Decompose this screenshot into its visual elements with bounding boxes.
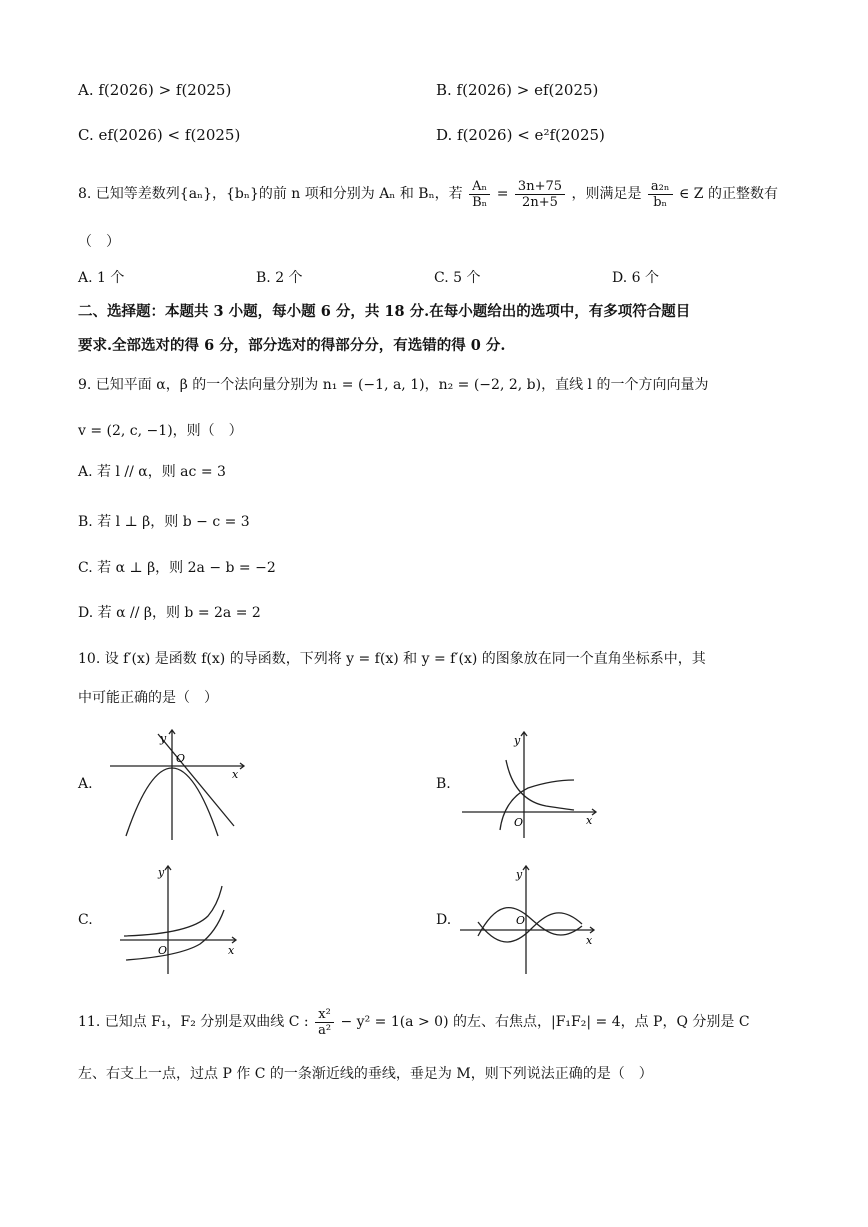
q9-option-c: C. 若 α ⊥ β，则 2a − b = −2	[78, 560, 276, 576]
q8-frac2-num: 3n+75	[515, 179, 565, 195]
q10-graph-c-label: C.	[78, 912, 93, 928]
q7-option-a: A. f(2026) > f(2025)	[78, 81, 232, 99]
q11-frac-num: x²	[315, 1007, 334, 1023]
q11-stem-part-a: 11. 已知点 F₁，F₂ 分别是双曲线 C :	[78, 1014, 309, 1030]
q8-frac1-num: Aₙ	[469, 179, 490, 195]
q10-graph-a	[110, 728, 250, 840]
q9-stem-line2: v = (2, c, −1)，则（ ）	[78, 423, 243, 439]
graph-d-x-label: x	[586, 934, 593, 947]
q8-stem	[78, 170, 778, 218]
q11-frac-den: a²	[318, 1022, 332, 1038]
graph-d-sine-curve	[478, 908, 582, 936]
q10-graph-a-label: A.	[78, 776, 93, 792]
q8-fraction-n	[515, 179, 565, 210]
graph-b-y-label: y	[514, 734, 521, 747]
q8-stem-part-c: ∈ Z 的正整数有	[678, 186, 778, 202]
q11-stem-line1	[78, 998, 750, 1046]
q8-option-d: D. 6 个	[612, 270, 659, 286]
graph-a-x-label: x	[232, 768, 239, 781]
graph-c-y-label: y	[158, 866, 165, 879]
section2-line1: 二、选择题：本题共 3 小题，每小题 6 分，共 18 分.在每小题给出的选项中，有多项符合题目	[78, 303, 691, 320]
q7-option-c: C. ef(2026) < f(2025)	[78, 126, 241, 144]
graph-c-upper-curve	[124, 886, 222, 936]
q10-stem-line1: 10. 设 f′(x) 是函数 f(x) 的导函数，下列将 y = f(x) 和 y = f′(x) 的图象放在同一个直角坐标系中，其	[78, 651, 706, 667]
q8-option-c: C. 5 个	[434, 270, 481, 286]
section2-line2: 要求.全部选对的得 6 分，部分选对的得部分分，有选错的得 0 分.	[78, 337, 506, 354]
q8-frac3-den: bₙ	[653, 194, 668, 210]
q10-graph-d-label: D.	[436, 912, 452, 928]
q10-graph-d	[460, 864, 600, 976]
q11-fraction	[315, 1007, 334, 1038]
q8-fraction-ratio	[648, 179, 673, 210]
graph-d-origin-label: O	[516, 914, 526, 927]
q8-equals: =	[496, 186, 509, 202]
q8-stem-part-a: 8. 已知等差数列{aₙ}，{bₙ}的前 n 项和分别为 Aₙ 和 Bₙ，若	[78, 186, 463, 202]
q9-option-a: A. 若 l // α，则 ac = 3	[78, 464, 226, 480]
graph-b-log-curve	[500, 780, 574, 830]
q8-stem-part-b: ，则满足是	[571, 186, 642, 202]
q11-stem-line2: 左、右支上一点，过点 P 作 C 的一条渐近线的垂线，垂足为 M，则下列说法正确的是（ ）	[78, 1066, 653, 1082]
q8-answer-paren: （ ）	[78, 234, 120, 250]
q8-frac1-den: Bₙ	[472, 194, 488, 210]
q8-option-a: A. 1 个	[78, 270, 125, 286]
q8-frac2-den: 2n+5	[522, 194, 558, 210]
q10-stem-line2: 中可能正确的是（ ）	[78, 690, 218, 706]
graph-d-y-label: y	[516, 868, 523, 881]
graph-a-line	[158, 734, 234, 826]
graph-a-origin-label: O	[176, 752, 186, 765]
graph-b-origin-label: O	[514, 816, 524, 829]
q7-option-d: D. f(2026) < e²f(2025)	[436, 126, 605, 144]
q9-stem-line1: 9. 已知平面 α，β 的一个法向量分别为 n₁ = (−1, a, 1)，n₂ = (−2, 2, b)，直线 l 的一个方向向量为	[78, 377, 709, 393]
q7-option-b: B. f(2026) > ef(2025)	[436, 81, 599, 99]
graph-a-y-label: y	[160, 732, 167, 745]
q9-option-d: D. 若 α // β，则 b = 2a = 2	[78, 605, 261, 621]
q8-option-b: B. 2 个	[256, 270, 303, 286]
q8-fraction-ab	[469, 179, 490, 210]
q10-graph-c	[120, 864, 240, 976]
q9-option-b: B. 若 l ⊥ β，则 b − c = 3	[78, 514, 250, 530]
q8-frac3-num: a₂ₙ	[648, 179, 673, 195]
q10-graph-b-label: B.	[436, 776, 451, 792]
graph-c-x-label: x	[228, 944, 235, 957]
graph-c-origin-label: O	[158, 944, 168, 957]
q11-stem-part-b: − y² = 1(a > 0) 的左、右焦点，|F₁F₂| = 4，点 P，Q 分别是 C	[340, 1014, 750, 1030]
q10-graph-b	[462, 730, 602, 838]
graph-b-x-label: x	[586, 814, 593, 827]
